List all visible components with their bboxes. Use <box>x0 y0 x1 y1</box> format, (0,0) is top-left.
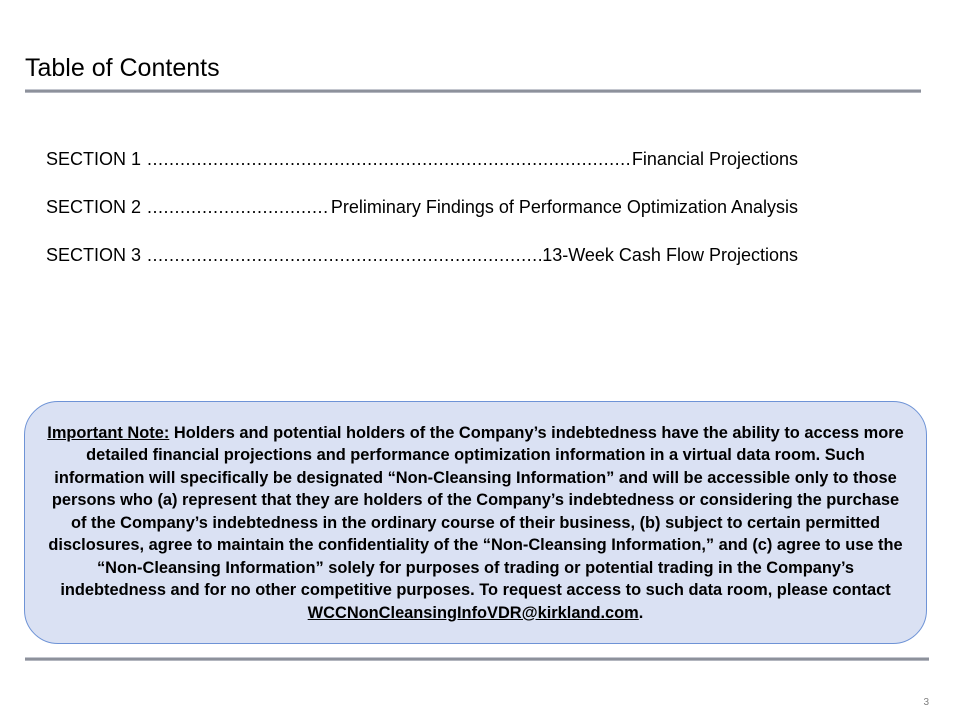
toc-dot-leader <box>147 242 542 268</box>
important-note-trailing: . <box>638 603 644 622</box>
contact-email-link[interactable]: WCCNonCleansingInfoVDR@kirkland.com <box>307 603 639 622</box>
important-note-lead: Important Note: <box>47 423 170 442</box>
toc-dot-leader <box>147 146 629 172</box>
toc-section-label: SECTION 2 <box>46 197 142 217</box>
page-title: Table of Contents <box>25 54 220 82</box>
toc-entry-section-1[interactable] <box>46 146 798 172</box>
toc-section-label: SECTION 1 <box>46 149 142 169</box>
header-divider <box>25 89 921 93</box>
toc-section-title: 13-Week Cash Flow Projections <box>542 245 798 265</box>
toc-section-title: Preliminary Findings of Performance Optimization Analysis <box>330 197 798 217</box>
toc-dot-leader <box>147 194 328 220</box>
toc-section-title: Financial Projections <box>631 149 798 169</box>
toc-entry-section-3[interactable] <box>46 242 798 268</box>
important-note-text <box>46 421 906 625</box>
toc-section-label: SECTION 3 <box>46 245 142 265</box>
important-note-body: Holders and potential holders of the Company’s indebtedness have the ability to access more detailed financial projections and performance optimization information in a virtual data room. Such information will specifically be designated “Non-Cleansing Information” and will be accessible only to those persons who (a) represent that they are holders of the Company’s indebtedness or considering the purchase of the Company’s indebtedness in the ordinary course of their business, (b) subject to certain permitted disclosures, agree to maintain the confidentiality of the “Non-Cleansing Information,” and (c) agree to use the “Non-Cleansing Information” solely for purposes of trading or potential trading in the Company’s indebtedness and for no other competitive purposes. To request access to such data room, please contact <box>48 423 904 600</box>
page-number: 3 <box>923 697 929 708</box>
table-of-contents <box>46 146 798 290</box>
important-note-box <box>24 401 927 644</box>
footer-divider <box>25 657 929 661</box>
toc-entry-section-2[interactable] <box>46 194 798 220</box>
